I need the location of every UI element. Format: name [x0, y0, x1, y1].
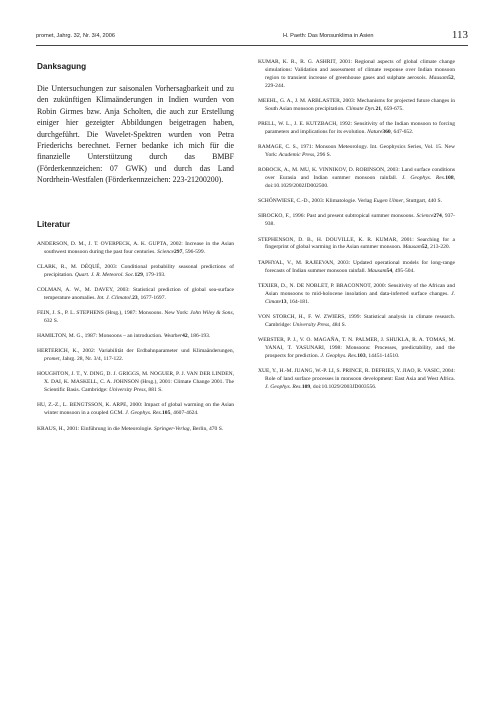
reference-text: , 229-244.: [265, 74, 455, 89]
reference-text: , 1677-1697.: [137, 294, 166, 301]
reference-entry: [258, 121, 455, 137]
reference-text: SIROCKO, F., 1996: Past and present subtropical summer monsoons.: [258, 213, 417, 220]
reference-entry: [258, 337, 455, 361]
reference-text: STEPHENSON, D. B., H. DOUVILLE, K. R. KUMAR, 2001: Searching for a fingerprint of global warming in the Asian summer monsoon.: [258, 236, 455, 251]
reference-text: , 296 S.: [314, 152, 332, 159]
reference-volume: 23: [132, 294, 138, 301]
reference-text: , 647-652.: [390, 128, 414, 135]
reference-text: , 881 S.: [145, 387, 163, 394]
reference-volume: 105: [162, 410, 171, 417]
reference-entry: [258, 368, 455, 392]
reference-text: WEBSTER, P. J., V. O. MAGAÑA, T. N. PALMER, J. SHUKLA, R. A. TOMAS, M. YANAI, T. YASUNARI, 1998: Monsoons: Processes, predictability, and the prospects for prediction.: [258, 336, 455, 359]
reference-volume: 13: [281, 298, 287, 305]
reference-source: Int. J. Climatol.: [97, 294, 133, 301]
reference-text: HOUGHTON, J. T., Y. DING, D. J. GRIGGS, M. NOGUER, P. J. VAN DER LINDEN, X. DAI, K. MASKELL, C. A. JOHNSON (Hrsg.), 2001: Climate Change 2001. The Scientific Basis. Cambridge:: [37, 371, 234, 394]
reference-volume: 129: [134, 271, 143, 278]
reference-entry: [258, 167, 455, 191]
reference-entry: [258, 237, 455, 253]
reference-entry: [258, 144, 455, 160]
reference-volume: 108: [445, 175, 454, 182]
reference-text: ANDERSON, D. M., J. T. OVERPECK, A. K. GUPTA, 2002: Increase in the Asian southwest monsoon during the past four centuries.: [37, 240, 234, 255]
reference-text: , doi:10.1029/2002JD002500.: [265, 175, 455, 190]
reference-text: ROBOCK, A., M. MU, K. VINNIKOV, D. ROBINSON, 2003: Land surface conditions over Eurasia and Indian summer monsoon rainfall.: [258, 167, 455, 182]
reference-entry: [37, 402, 234, 418]
reference-entry: [37, 310, 234, 326]
reference-entry: [37, 264, 234, 280]
reference-text: , 164-181.: [286, 298, 310, 305]
reference-text: TAPHYAL, V., M. RAJEEVAN, 2003: Updated operational models for long-range forecasts of Indian summer monsoon rainfall.: [258, 259, 455, 274]
reference-entry: [37, 287, 234, 303]
reference-volume: 297: [174, 248, 183, 255]
reference-source: University Press: [109, 387, 146, 394]
reference-text: PRELL, W. L., J. E. KUTZBACH, 1992: Sensitivity of the Indian monsoon to forcing parameters and implications for its evolution.: [258, 121, 455, 135]
reference-source: Climate Dyn.: [345, 105, 376, 112]
page-number: 113: [451, 29, 468, 41]
reference-text: , Stuttgart, 440 S.: [403, 198, 443, 205]
reference-volume: 42: [182, 333, 188, 340]
reference-source: Springer-Verlag: [153, 425, 190, 432]
reference-entry: [258, 198, 455, 206]
reference-source: Weather: [163, 333, 183, 340]
reference-text: , doi:10.1029/2003JD003556.: [310, 383, 377, 390]
reference-entry: [37, 333, 234, 341]
reference-source: John Wiley & Sons: [190, 309, 233, 316]
reference-source: J. Geophys. Res.: [401, 175, 446, 182]
reference-text: RAMAGE, C. S., 1971: Monsoon Meteorology. Int. Geophysics Series, Vol. 15. New York:: [258, 144, 455, 159]
reference-list-left: [37, 241, 234, 434]
reference-source: Science: [416, 213, 434, 220]
reference-text: HERTERICH, K., 2002: Variabilität der Erdbahnparameter und Klimaänderungen,: [37, 348, 234, 355]
acknowledgement-text: Die Untersuchungen zur saisonalen Vorhersagbarkeit und zu den zukünftigen Klimaänderungen in Indien wurden von Robin Girmes bzw. Anja Scholten, die auch zur Erstellung einiger hier gezeigter Abbildungen beigetragen haben, durchgeführt. Die Wavelet-Spektren wurden von Petra Friederichs berechnet. Ferner bedanke ich mich für die finanzielle Unterstützung durch das BMBF (Förderkennzeichen: 07 GWK) und durch das Land Nordrhein-Westfalen (Förderkennzeichen: 223-21200200).: [37, 84, 234, 185]
reference-text: , 484 S.: [329, 321, 347, 328]
reference-entry: [258, 98, 455, 114]
reference-entry: [258, 260, 455, 276]
reference-source: Mausam: [428, 74, 449, 81]
reference-source: Nature: [367, 128, 383, 135]
reference-source: Eugen Ulmer: [373, 198, 404, 205]
reference-text: KRAUS, H., 2001: Einführung in die Meteorologie.: [37, 425, 154, 432]
reference-source: Mausam: [367, 267, 387, 274]
reference-text: , 596-599.: [182, 248, 205, 255]
reference-text: , 659-675.: [381, 105, 404, 112]
reference-text: COLMAN, A. W., M. DAVEY, 2003: Statistical prediction of global sea-surface temperature anomalies.: [37, 286, 234, 301]
reference-volume: 54: [386, 267, 393, 274]
reference-source: Quart. J. R. Meteorol. Soc.: [74, 271, 135, 278]
reference-volume: 52: [448, 74, 454, 81]
reference-volume: 109: [301, 383, 311, 390]
reference-text: VON STORCH, H., F. W. ZWIERS, 1999: Statistical analysis in climate research. Cambridge:: [258, 313, 455, 328]
reference-text: , Berlin, 470 S.: [189, 425, 224, 432]
reference-source: Science: [157, 248, 175, 255]
reference-volume: 360: [382, 128, 391, 135]
reference-text: HAMILTON, M. G., 1987: Monsoons – an introduction.: [37, 333, 164, 340]
reference-text: , 495-504.: [392, 267, 415, 274]
reference-entry: [37, 371, 234, 395]
reference-entry: [258, 283, 455, 307]
reference-text: TEXIER, D., N. DE NOBLET, P. BRACONNOT, 2000: Sensitivity of the African and Asian monsoons to mid-holocene insolation and data-inferred surface changes.: [258, 282, 455, 297]
reference-text: HU, Z.-Z., L. BENGTSSON, K. ARPE, 2000: Impact of global warming on the Asian winter monsoon in a coupled GCM.: [37, 402, 234, 417]
reference-text: XUE, Y., H.-M. JUANG, W.-P. LI, S. PRINCE, R. DEFRIES, Y. JIAO, R. VASIC, 2004: Role of land surface processes in monsoon development: East Asia and West Africa.: [258, 367, 455, 382]
reference-text: KUMAR, K. R., R. G. ASHRIT, 2001: Regional aspects of global climate change simulations: Validation and assessment of climate response over Indian monsoon region to transient increase of greenhouse gases and sulphate aerosols.: [258, 59, 455, 81]
reference-entry: [37, 426, 234, 434]
reference-entry: [37, 348, 234, 364]
reference-source: J. Geophys. Res.: [125, 410, 163, 417]
reference-source: University Press: [292, 321, 330, 328]
reference-source: Academic Press: [278, 152, 315, 159]
reference-text: , 179-193.: [142, 271, 166, 278]
reference-list-right: [258, 59, 455, 392]
literature-heading: Literatur: [37, 219, 71, 229]
reference-text: SCHÖNWIESE, C.-D., 2003: Klimatologie. Verlag: [258, 198, 374, 205]
reference-entry: [258, 314, 455, 330]
reference-source: J. Geophys. Res.: [320, 352, 358, 359]
reference-source: promet: [44, 356, 60, 363]
reference-source: Mausam: [402, 244, 422, 251]
running-title: H. Paeth: Das Monsunklima in Asien: [283, 33, 374, 39]
reference-text: , 186-193.: [187, 333, 211, 340]
left-column: [37, 62, 234, 441]
reference-volume: 274: [433, 213, 442, 220]
reference-volume: 21: [375, 105, 382, 112]
reference-text: , 632 S.: [44, 309, 234, 324]
reference-text: CLARK, R., M. DÉQUÉ, 2003: Conditional probability seasonal predictions of precipitation.: [37, 263, 234, 278]
reference-text: , 4607-4624.: [170, 410, 199, 417]
reference-text: , Jahrg. 28, Nr. 3/4, 117-122.: [59, 356, 124, 363]
reference-text: FEIN, J. S., P. L. STEPHENS (Hrsg.), 1987: Monsoons. New York:: [37, 309, 191, 316]
reference-text: , 937-938.: [265, 213, 455, 228]
reference-text: , 213-220.: [427, 244, 451, 251]
reference-volume: 52: [421, 244, 428, 251]
running-header: [36, 30, 468, 44]
reference-source: J. Geophys. Res.: [265, 383, 302, 390]
acknowledgement-heading: Danksagung: [37, 62, 87, 71]
reference-entry: [258, 59, 455, 91]
right-column: [258, 59, 455, 399]
header-rule: [36, 45, 468, 46]
reference-text: , 14451-14510.: [365, 352, 400, 359]
reference-source: J. Cimate: [265, 290, 455, 305]
reference-text: MEEHL, G. A., J. M. ARBLASTER, 2003: Mechanisms for projected future changes in South Asian monsoon precipitation.: [258, 97, 455, 112]
reference-entry: [37, 241, 234, 257]
journal-info: promet, Jahrg. 32, Nr. 3/4, 2006: [36, 33, 115, 39]
reference-volume: 103: [357, 352, 366, 359]
reference-entry: [258, 213, 455, 229]
